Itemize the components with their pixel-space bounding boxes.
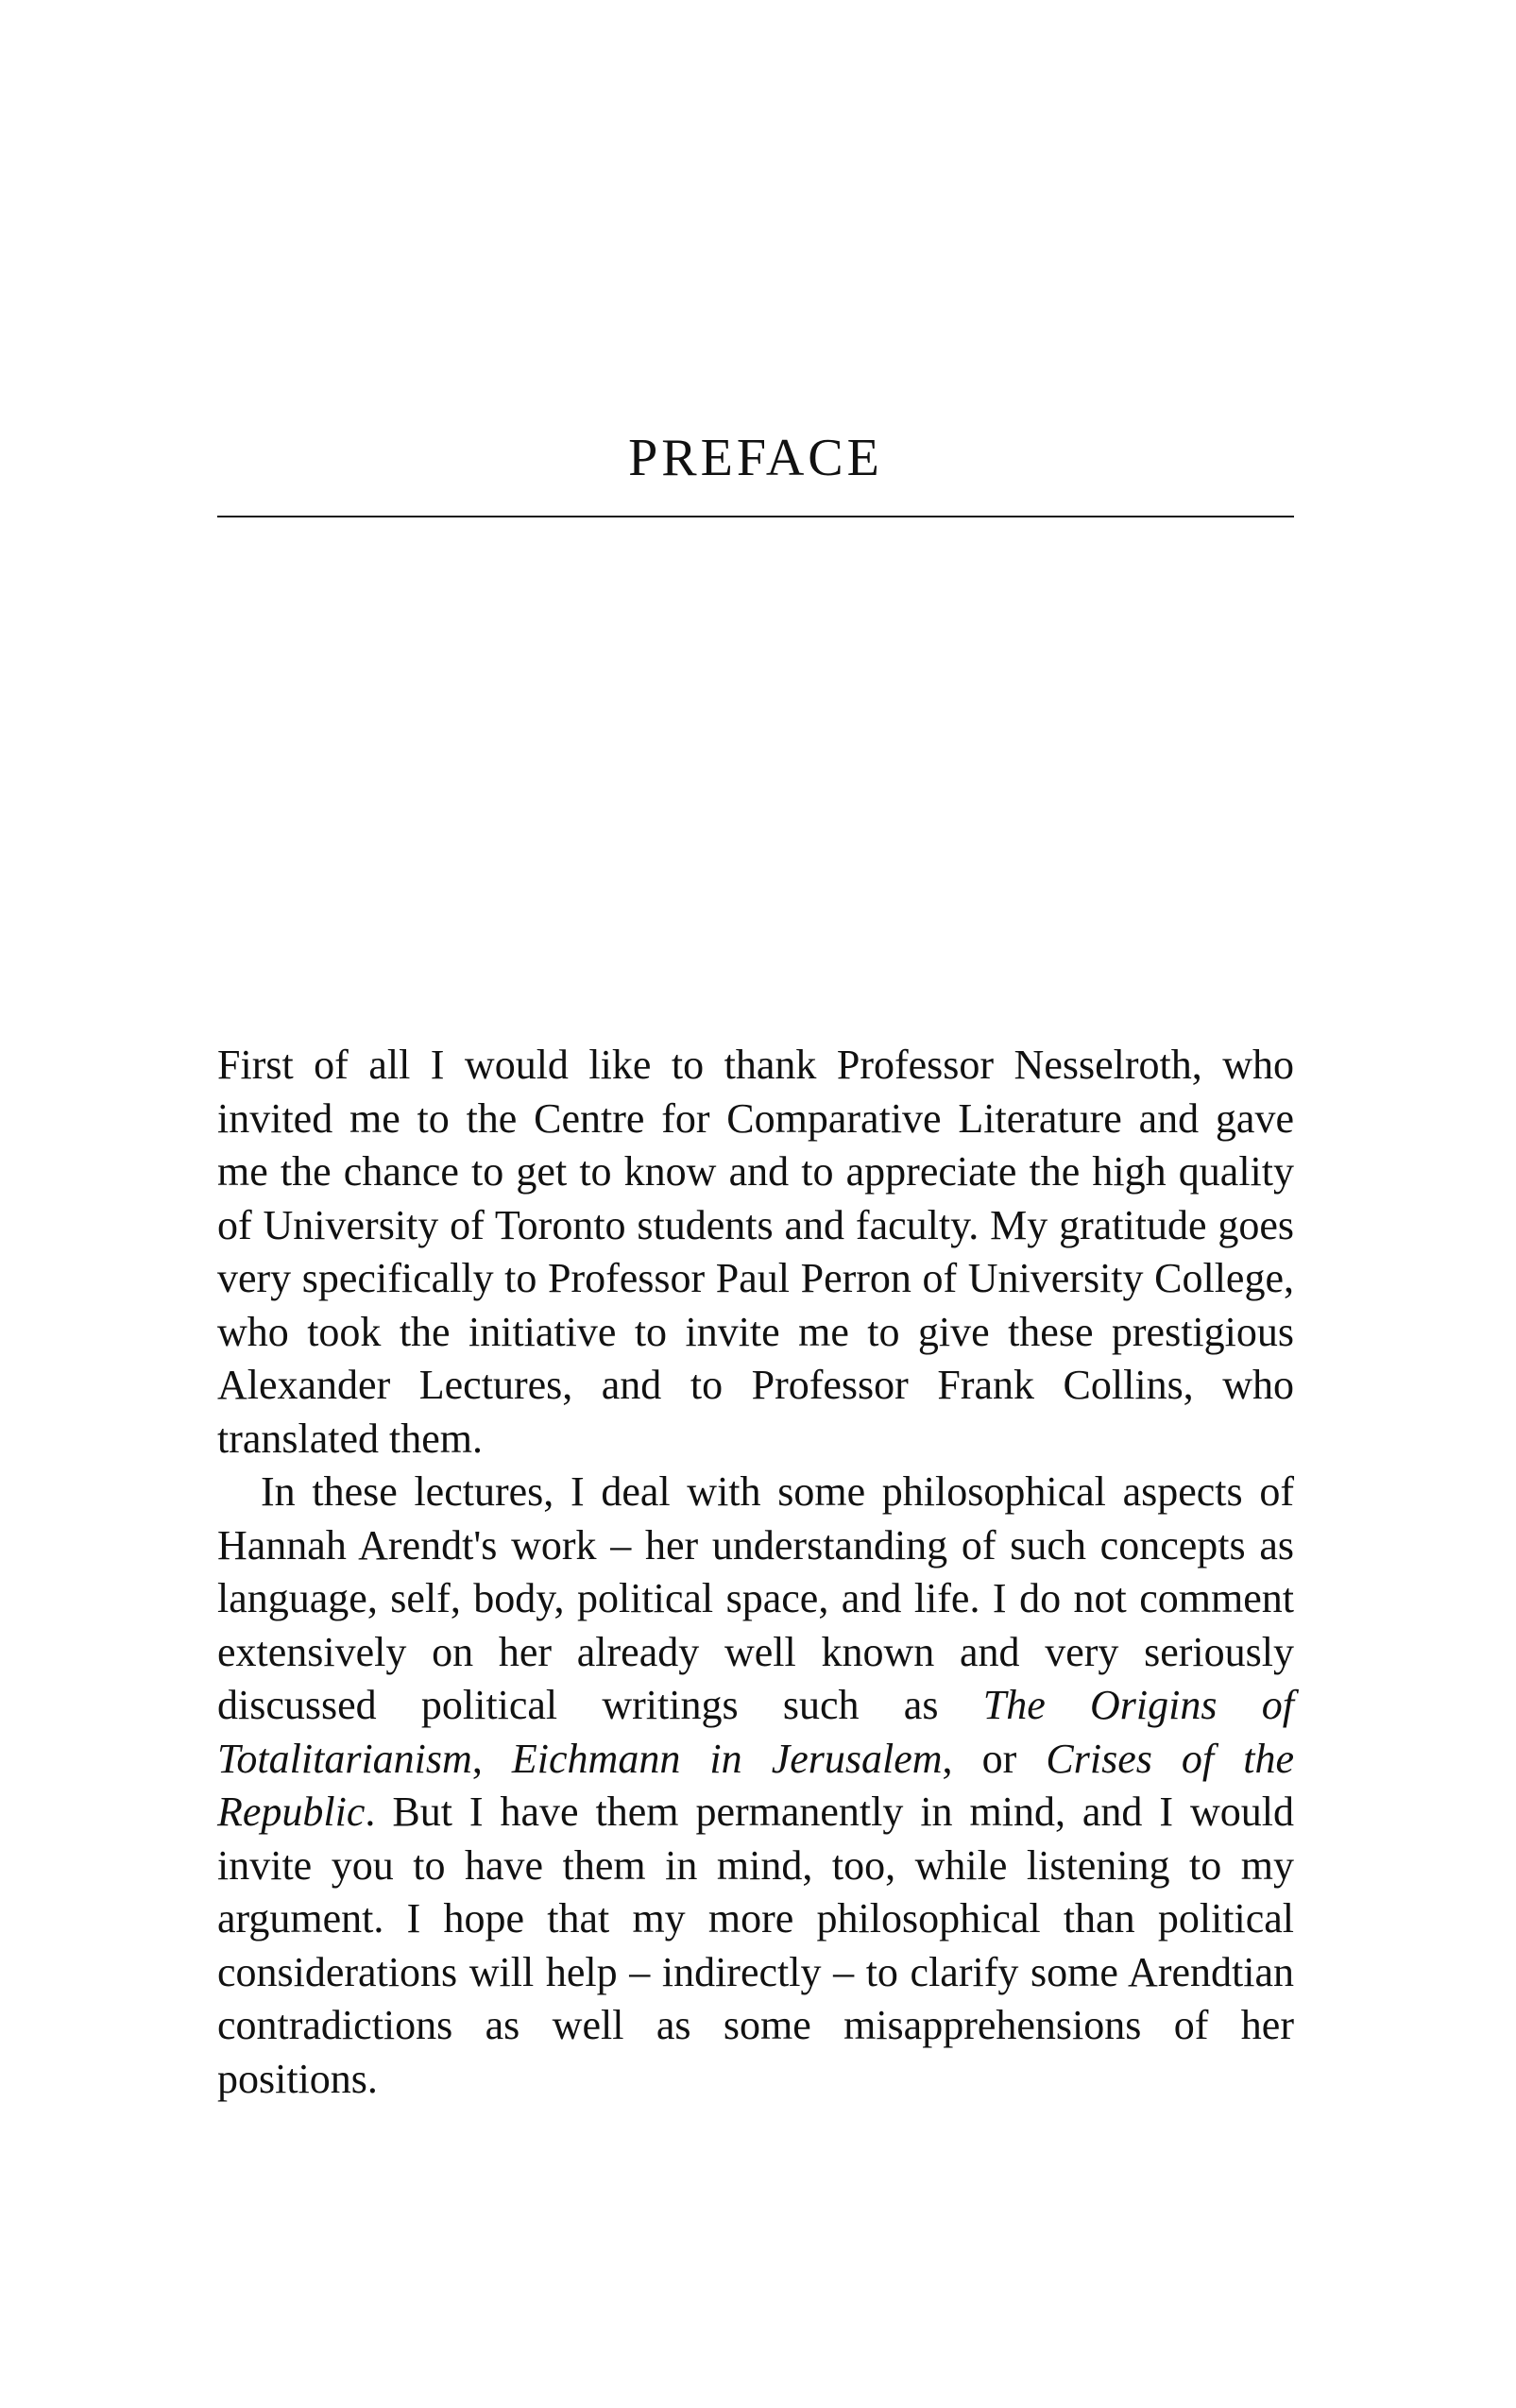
book-title-crises: Crises of the Republic — [217, 1735, 1294, 1835]
paragraph-2-text-a: In these lectures, I deal with some philosophical aspects of Hannah Arendt's work – her understanding of such concepts as language, self, body, political space, and life. I do not comment extensively on her already well known and very seriously discussed political writings such as — [217, 1468, 1294, 1728]
heading-rule — [217, 516, 1294, 517]
book-title-eichmann: Eichmann in Jerusalem — [511, 1735, 943, 1782]
book-title-origins: The Origins of Totalitarianism — [217, 1682, 1294, 1782]
paragraph-2-text-b: . But I have them permanently in mind, and I would invite you to have them in mind, too, while listening to my argument. I hope that my more philosophical than political considerations will help – indirectly – to clarify some Arendtian contradictions as well as some misapprehensions of her positions. — [217, 1789, 1294, 2102]
page-heading: PREFACE — [628, 429, 883, 487]
preface-body — [217, 1039, 1294, 2106]
paragraph-1: First of all I would like to thank Professor Nesselroth, who invited me to the Centre for Comparative Literature and gave me the chance to get to know and to appreciate the high quality of University of Toronto students and faculty. My gratitude goes very specifically to Professor Paul Perron of University College, who took the initiative to invite me to give these prestigious Alexander Lectures, and to Professor Frank Collins, who translated them. — [217, 1042, 1294, 1462]
separator-1: , — [471, 1735, 512, 1782]
separator-2: , or — [942, 1735, 1047, 1782]
paragraph-2 — [217, 1466, 1294, 2106]
